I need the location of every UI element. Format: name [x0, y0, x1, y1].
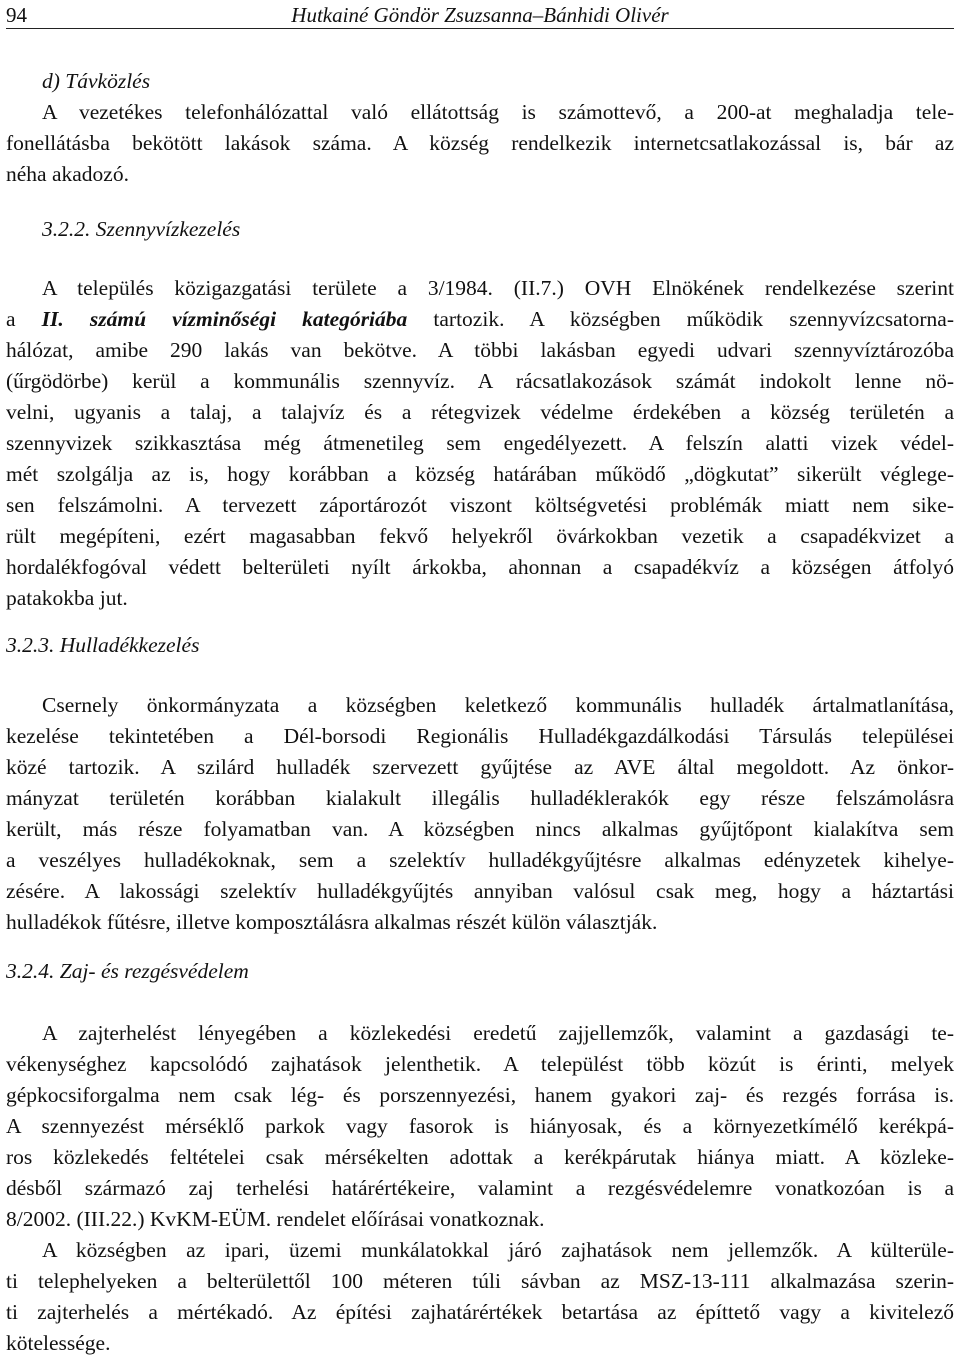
section-zajvedelem-body: [6, 1018, 954, 1359]
paragraph-line: ros közlekedés feltételei csak mérsékelten adottak a kerékpárutak hiánya miatt. A közleke-: [6, 1145, 954, 1169]
subsection-heading: d) Távközlés: [42, 69, 151, 93]
paragraph-line: A szennyezést mérséklő parkok vagy fasorok is hiányosak, és a környezetkímélő kerékpá-: [6, 1114, 954, 1138]
section-szennyvizkezeles-body: [6, 273, 954, 614]
section-heading-text: 3.2.4. Zaj- és rezgésvédelem: [6, 959, 249, 983]
section-zajvedelem: [6, 956, 954, 987]
paragraph-line: mányzat területén korábban kialakult illegális hulladéklerakók egy része felszámolásra: [6, 786, 954, 810]
paragraph-line: A községben az ipari, üzemi munkálatokkal járó zajhatások nem jellemzők. A külterüle-: [42, 1238, 954, 1262]
paragraph-line: fonellátásba bekötött lakások száma. A község rendelkezik internetcsatlakozással is, bár az: [6, 131, 954, 155]
paragraph-line: hulladékok fűtésre, illetve komposztálásra alkalmas részét külön választják.: [6, 910, 658, 934]
text-run: tartozik. A községben működik szennyvízcsatorna-: [407, 307, 954, 331]
paragraph-line: gépkocsiforgalma nem csak lég- és porszennyezési, hanem gyakori zaj- és rezgés forrása is.: [6, 1083, 954, 1107]
paragraph-line: Csernely önkormányzata a községben keletkező kommunális hulladék ártalmatlanítása,: [42, 693, 954, 717]
paragraph-line: vékenységhez kapcsolódó zajhatások jelenthetik. A települést több közút is érinti, melyek: [6, 1052, 954, 1076]
section-szennyvizkezeles: [6, 214, 954, 245]
paragraph-line: 8/2002. (III.22.) KvKM-EÜM. rendelet előírásai vonatkoznak.: [6, 1207, 545, 1231]
page-number: 94: [6, 3, 27, 27]
paragraph-line: hálózat, amibe 290 lakás van bekötve. A többi lakásban egyedi udvari szennyvíztározóba: [6, 338, 954, 362]
paragraph-line: sen felszámolni. A tervezett záportározót viszont költségvetési problémák miatt nem sike-: [6, 493, 954, 517]
paragraph-line: A zajterhelést lényegében a közlekedési eredetű zajjellemzők, valamint a gazdasági te-: [42, 1021, 954, 1045]
paragraph-line: A vezetékes telefonhálózattal való ellátottság is számottevő, a 200-at meghaladja tele-: [42, 100, 954, 124]
emphasis-text: II. számú vízminőségi kategóriába: [41, 307, 408, 331]
paragraph-line: hordalékfogóval védett belterületi nyílt árkokba, ahonnan a csapadékvíz a községen átfolyó: [6, 555, 954, 579]
section-tavkozles: [6, 66, 954, 190]
section-heading: [6, 214, 954, 245]
paragraph-line: zésére. A lakossági szelektív hulladékgyűjtés annyiban valósul csak meg, hogy a háztartási: [6, 879, 954, 903]
paragraph-line: [6, 304, 954, 335]
paragraph-line: rült megépíteni, ezért magasabban fekvő helyekről övárkokban vezetik a csapadékvizet a: [6, 524, 954, 548]
paragraph-line: velni, ugyanis a talaj, a talajvíz és a rétegvizek védelme érdekében a község területén a: [6, 400, 954, 424]
paragraph-line: ti telephelyeken a belterülettől 100 méteren túli sávban az MSZ-13-111 alkalmazása szerin-: [6, 1269, 954, 1293]
paragraph-line: közé tartozik. A szilárd hulladék szervezett gyűjtése az AVE által megoldott. Az önkor-: [6, 755, 954, 779]
paragraph-line: kötelessége.: [6, 1331, 111, 1355]
paragraph-line: mét szolgálja az is, hogy korábban a község határában működő „dögkutat” sikerült véglege-: [6, 462, 954, 486]
section-heading: [6, 956, 954, 987]
header-authors: Hutkainé Göndör Zsuzsanna–Bánhidi Olivér: [291, 3, 669, 27]
text-run: a: [6, 307, 42, 331]
paragraph-line: szennyvizek szikkasztása még átmenetileg sem engedélyezett. A felszín alatti vizek védel-: [6, 431, 954, 455]
paragraph-line: A település közigazgatási területe a 3/1984. (II.7.) OVH Elnökének rendelkezése szerint: [42, 276, 954, 300]
section-heading-text: 3.2.3. Hulladékkezelés: [6, 633, 200, 657]
section-heading-text: 3.2.2. Szennyvízkezelés: [42, 217, 241, 241]
section-hulladekkezeles: [6, 630, 954, 661]
paragraph-line: kezelése tekintetében a Dél-borsodi Regionális Hulladékgazdálkodási Társulás települései: [6, 724, 954, 748]
section-heading: [6, 630, 954, 661]
running-header: [6, 0, 954, 29]
paragraph-line: került, más része folyamatban van. A községben nincs alkalmas gyűjtőpont kialakítva sem: [6, 817, 954, 841]
section-hulladekkezeles-body: [6, 690, 954, 938]
paragraph-line: ti zajterhelés a mértékadó. Az építési zajhatárértékek betartása az építtető vagy a kivitelező: [6, 1300, 954, 1324]
paragraph-line: (űrgödörbe) kerül a kommunális szennyvíz. A rácsatlakozások számát indokolt lenne nö-: [6, 369, 954, 393]
paragraph-line: a veszélyes hulladékoknak, sem a szelektív hulladékgyűjtésre alkalmas edényzetek kihelye-: [6, 848, 954, 872]
paragraph-line: patakokba jut.: [6, 586, 128, 610]
paragraph-line: désből származó zaj terhelési határértékeire, valamint a rezgésvédelemre vonatkozóan is a: [6, 1176, 954, 1200]
paragraph-line: néha akadozó.: [6, 162, 129, 186]
